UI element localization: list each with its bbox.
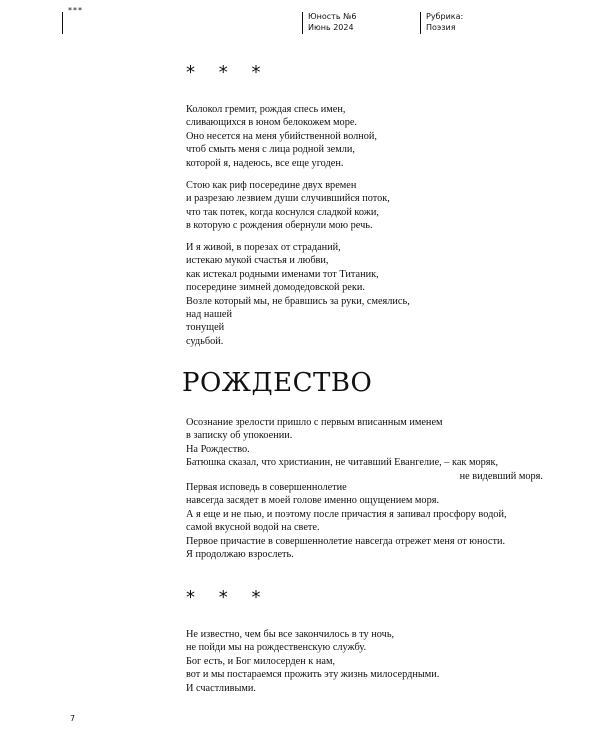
poem-line: что так потек, когда коснулся сладкой кожи, xyxy=(186,206,379,218)
poem2-title: РОЖДЕСТВО xyxy=(182,368,373,398)
header-divider xyxy=(62,12,63,34)
poem-line: судьбой. xyxy=(186,335,224,347)
poem-line: Батюшка сказал, что христианин, не читавший Евангелие, – как моряк, xyxy=(186,457,499,469)
poem-line: не пойди мы на рождественскую службу. xyxy=(186,642,367,654)
poem-line: истекаю мукой счастья и любви, xyxy=(186,255,329,267)
page-number: 7 xyxy=(70,714,76,723)
poem1-heading: * * * xyxy=(186,62,270,83)
header-marks: *** xyxy=(68,6,83,15)
poem2-stanza-1 xyxy=(186,416,566,483)
poem-line: в записку об упокоении. xyxy=(186,430,293,442)
poem-line: Бог есть, и Бог милосерден к нам, xyxy=(186,655,336,667)
poem-line: самой вкусной водой на свете. xyxy=(186,522,320,534)
poem-line: тонущей xyxy=(186,322,225,334)
rubric-label: Рубрика: xyxy=(426,12,464,21)
poem-line: которой я, надеюсь, все еще угоден. xyxy=(186,157,344,169)
poem-line: Не известно, чем бы все закончилось в ту ночь, xyxy=(186,629,395,640)
poem-line: сливающихся в юном белокожем море. xyxy=(186,117,357,129)
poem-line: чтоб смыть меня с лица родной земли, xyxy=(186,144,355,156)
poem1-stanza-3 xyxy=(186,241,566,348)
poem3-heading: * * * xyxy=(186,587,270,608)
issue-date: Июнь 2024 xyxy=(308,23,354,32)
header-divider xyxy=(302,12,303,34)
poem-line-indented: не видевший моря. xyxy=(459,470,543,482)
poem-line: Стою как риф посередине двух времен xyxy=(186,180,357,191)
poem3-stanza-1 xyxy=(186,628,566,695)
poem2-stanza-2 xyxy=(186,481,566,561)
poem-line: И я живой, в порезах от страданий, xyxy=(186,242,341,253)
poem-line: Колокол гремит, рождая спесь имен, xyxy=(186,104,346,115)
poem-line: Оно несется на меня убийственной волной, xyxy=(186,130,377,142)
poem-line: Первое причастие в совершеннолетие навсегда отрежет меня от юности. xyxy=(186,535,506,547)
poem-line: как истекал родными именами тот Титаник, xyxy=(186,268,379,280)
poem-line: и разрезаю лезвием души случившийся поток, xyxy=(186,193,390,205)
poem-line: Осознание зрелости пришло с первым вписанным именем xyxy=(186,417,443,428)
poem-line: навсегда засядет в моей голове именно ощущением моря. xyxy=(186,495,440,507)
poem1-stanza-2 xyxy=(186,179,566,233)
rubric-value: Поэзия xyxy=(426,23,456,32)
poem-line: вот и мы постараемся прожить эту жизнь милосердными. xyxy=(186,669,440,681)
page-header xyxy=(0,8,600,48)
poem-line: На Рождество. xyxy=(186,443,250,455)
poem-line: в которую с рождения обернули мою речь. xyxy=(186,220,373,232)
poem-line: А я еще и не пью, и поэтому после причастия я запивал просфору водой, xyxy=(186,508,507,520)
poem-line: Первая исповедь в совершеннолетие xyxy=(186,482,347,493)
poem-line: Я продолжаю взрослеть. xyxy=(186,549,294,561)
poem1-stanza-1 xyxy=(186,103,566,170)
poem-line: над нашей xyxy=(186,309,232,321)
poem-line: И счастливыми. xyxy=(186,682,256,694)
poem-line: Возле который мы, не бравшись за руки, смеялись, xyxy=(186,295,410,307)
header-divider xyxy=(420,12,421,34)
issue-number: Юность №6 xyxy=(308,12,357,21)
poem-line: посередине зимней домодедовской реки. xyxy=(186,282,365,294)
